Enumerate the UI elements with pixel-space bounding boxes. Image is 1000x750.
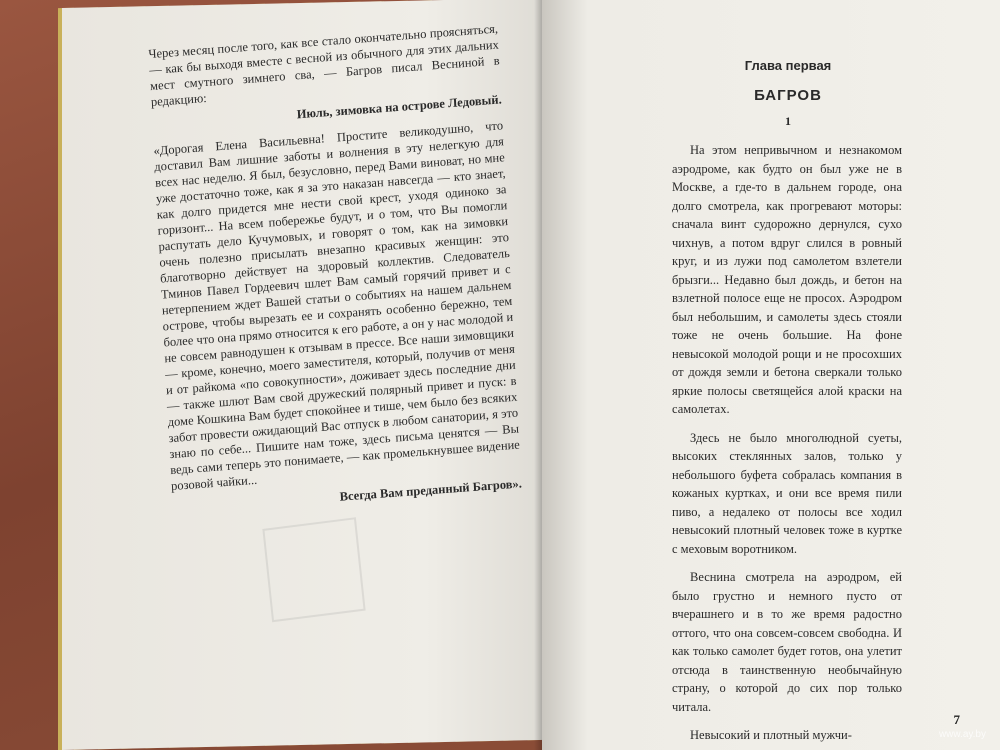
letter-body: «Дорогая Елена Васильевна! Простите великодушно, что доставил Вам лишние заботы и волнения в эту нелегкую для всех нас неделю. Я был, безусловно, перед Вами виноват, но мне уже достаточно тоже, как я за это наказан навсегда — кто знает, как долго придется мне нести свой крест, уходя одиноко за горизонт... На всем побережье будут, и о том, что Вы помогли распутать дело Кучумовых, и говорят о том, как на зимовки очень полезно присылать внезапно красивых женщин: это благотворно действует на здоровый коллектив. Следователь Тминов Павел Гордеевич шлет Вам самый горячий привет и с нетерпением ждет Вашей статьи о событиях на нашем дальнем острове, чтобы вырезать ее и сохранять особенно бережно, тем более что она прямо относится к его работе, а он у нас молодой и не совсем равнодушен к отзывам в прессе. Все наши зимовщики — кроме, конечно, моего заместителя, который, получив от меня и от райкома «по совокупности», доживает здесь последние дни — также шлют Вам свой дружеский полярный привет и пуск: в доме Кошкина Вам будет спокойнее и тише, чем было без всяких забот провести ожидающий Вас отпуск в любом санатории, я это знаю по себе... Пишите нам тоже, здесь письма ценятся — Вы ведь сами теперь это понимаете, — как промелькнувшее видение розовой чайки... — [153, 118, 521, 494]
watermark: www.ay.by — [938, 729, 986, 740]
paragraph-4: Невысокий и плотный мужчи- — [690, 728, 852, 742]
faded-stamp — [262, 517, 365, 622]
left-page-text — [148, 21, 522, 517]
right-page — [542, 0, 1000, 750]
chapter-title: БАГРОВ — [754, 87, 822, 104]
right-page-text — [602, 58, 974, 750]
paragraph-1: На этом непривычном и незнакомом аэродроме, как будто он был уже не в Москве, а где-то в дальнем городе, она долго смотрела, как прогревают моторы: сначала винт судорожно дернулся, сухо чихнув, а потом вдруг слился в ровный круг, и из лужи под самолетом взлетели брызги... Недавно был дождь, и бетон на взлетной полосе еще не просох. Аэродром был небольшим, и самолеты здесь стояли тоже не очень большие. На фоне невысокой молодой рощи и не просохших от дождя земли и бетона сверкали только яркие полосы светящейся алой краски на самолетах. — [672, 143, 902, 416]
paragraph-2: Здесь не было многолюдной суеты, высоких стеклянных залов, только у небольшого буфета собралась компания в кожаных куртках, и они все время пили пиво, а недалеко от полосы все ходил невысокий плотный человек тоже в куртке с меховым воротником. — [672, 430, 902, 556]
open-book — [52, 0, 1000, 750]
letter-signature: Всегда Вам преданный Багров». — [339, 476, 523, 504]
letter-dateline: Июль, зимовка на острове Ледовый. — [296, 92, 503, 122]
intro-paragraph: Через месяц после того, как все стало окончательно проясняться, — как бы выходя вместе с весной из обычного для этих дальних мест смутного зимнего сва, — Багров писал Весниной в редакцию: — [148, 21, 500, 110]
left-page — [62, 0, 582, 750]
section-number: 1 — [785, 114, 791, 128]
page-number: 7 — [953, 712, 960, 727]
paragraph-3: Веснина смотрела на аэродром, ей было грустно и немного пусто от вчерашнего и в то же время радостно оттого, что она совсем-совсем свободна. И как только самолет будет готов, она улетит отсюда в таинственную необычайную страну, о которой до сих пор только читала. — [672, 570, 902, 714]
chapter-label: Глава первая — [744, 58, 832, 73]
